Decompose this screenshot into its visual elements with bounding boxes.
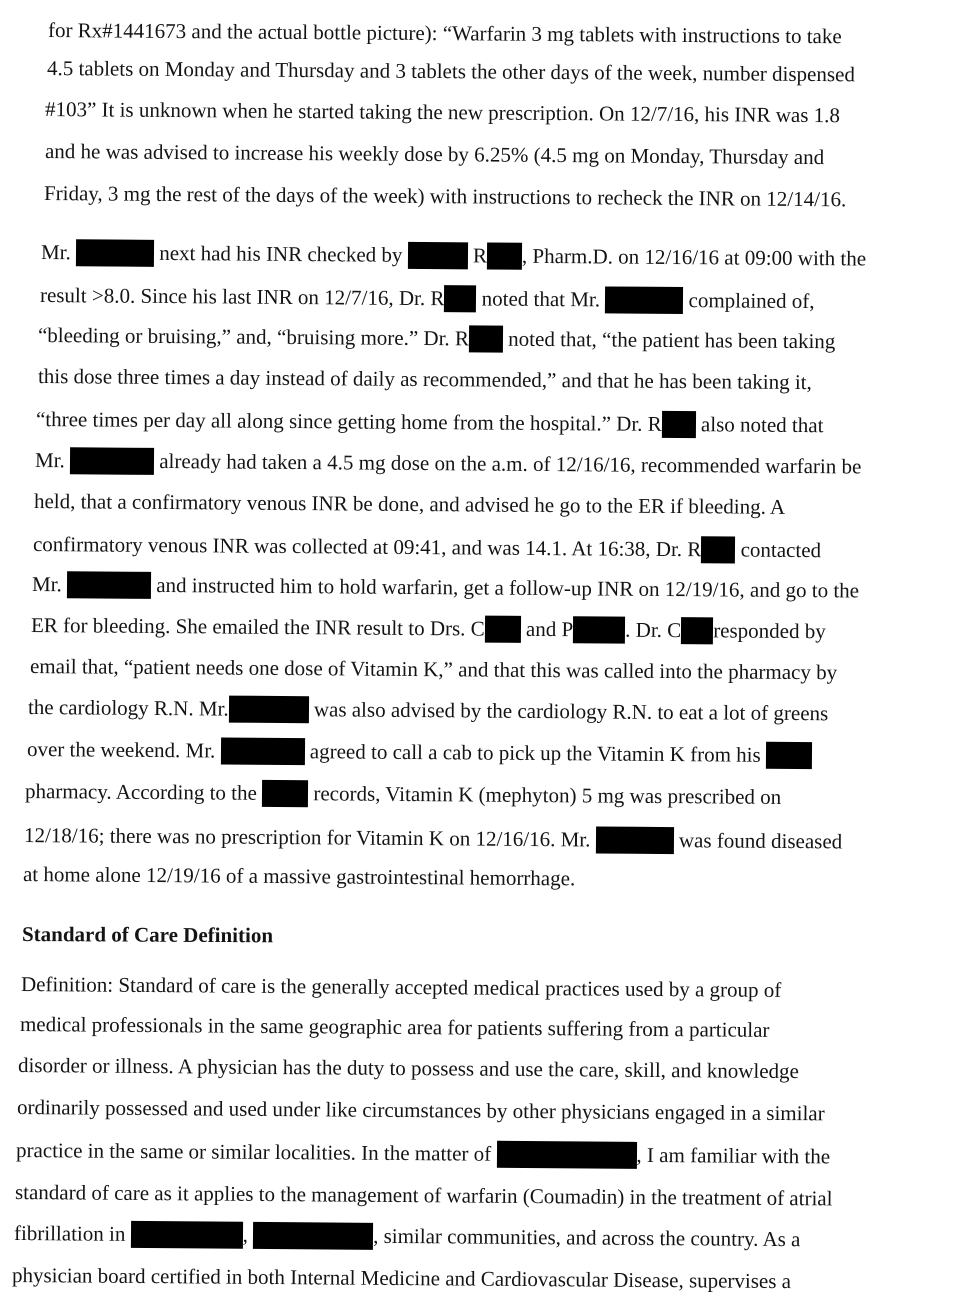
- redaction: [681, 617, 713, 644]
- text-line: [31, 612, 826, 645]
- text: the cardiology R.N. Mr.: [27, 695, 229, 721]
- text: Friday, 3 mg the rest of the days of the week) with instructions to recheck the INR on 12/14/16.: [43, 181, 847, 212]
- text: standard of care as it applies to the management of warfarin (Coumadin) in the treatment of atrial: [14, 1180, 833, 1211]
- text-line: [47, 56, 855, 86]
- text: email that, “patient needs one dose of Vitamin K,” and that this was called into the pharmacy by: [29, 654, 838, 685]
- text-line: [28, 694, 828, 727]
- text-line: [40, 282, 815, 315]
- text: Mr.: [31, 572, 62, 597]
- text: next had his INR checked by: [159, 240, 403, 267]
- text: Mr.: [34, 448, 65, 473]
- text: “three times per day all along since getting home from the hospital.” Dr. R: [35, 407, 662, 436]
- redaction: [131, 1221, 243, 1249]
- text: at home alone 12/19/16 of a massive gastrointestinal hemorrhage.: [22, 862, 576, 891]
- text: 4.5 tablets on Monday and Thursday and 3 tablets the other days of the week, number dispensed: [46, 56, 856, 87]
- redaction: [469, 325, 503, 352]
- text-line: [45, 97, 840, 127]
- redaction: [487, 243, 522, 270]
- text: medical professionals in the same geographic area for patients suffering from a particular: [19, 1012, 770, 1042]
- text: physician board certified in both Internal Medicine and Cardiovascular Disease, supervises a: [11, 1263, 792, 1294]
- redaction: [605, 286, 683, 314]
- text-line: [45, 139, 824, 169]
- text: result >8.0. Since his last INR on 12/7/16, Dr. R: [39, 283, 445, 311]
- text-line: [17, 1095, 825, 1125]
- text-line: [34, 489, 785, 519]
- redaction: [444, 285, 476, 312]
- redaction: [253, 1222, 373, 1250]
- redaction: [229, 696, 309, 724]
- section-heading: [22, 922, 273, 947]
- text: disorder or illness. A physician has the duty to possess and use the care, skill, and knowledge: [17, 1053, 800, 1084]
- text-line: [12, 1263, 791, 1293]
- redaction: [662, 411, 696, 438]
- text: practice in the same or similar localities. In the matter of: [15, 1138, 492, 1166]
- text: and instructed him to hold warfarin, get a follow-up INR on 12/19/16, and go to the: [156, 572, 860, 603]
- redaction: [70, 447, 154, 475]
- redaction: [596, 826, 674, 854]
- text-line: [41, 239, 866, 272]
- text: was found diseased: [678, 828, 843, 854]
- redaction: [262, 780, 308, 807]
- redaction: [766, 742, 812, 769]
- text: ordinarily possessed and used under like circumstances by other physicians engaged in a similar: [16, 1095, 825, 1126]
- text: responded by: [713, 618, 826, 644]
- text: noted that, “the patient has been taking: [508, 326, 836, 354]
- text: held, that a confirmatory venous INR be done, and advised he go to the ER if bleeding. A: [33, 489, 786, 519]
- text: Definition: Standard of care is the generally accepted medical practices used by a group of: [20, 972, 782, 1002]
- redaction: [701, 536, 735, 563]
- redaction: [220, 738, 304, 766]
- redaction: [573, 616, 625, 643]
- text: already had taken a 4.5 mg dose on the a.m. of 12/16/16, recommended warfarin be: [159, 448, 862, 479]
- text: was also advised by the cardiology R.N. to eat a lot of greens: [313, 697, 829, 726]
- text: this dose three times a day instead of daily as recommended,” and that he has been taking it,: [37, 364, 812, 395]
- text: , I am familiar with the: [636, 1142, 831, 1169]
- text: ER for bleeding. She emailed the INR result to Drs. C: [30, 613, 485, 641]
- text-line: [16, 1137, 830, 1170]
- text-line: [38, 364, 812, 394]
- text: complained of,: [688, 288, 815, 314]
- text-line: [21, 972, 782, 1002]
- text: over the weekend. Mr.: [26, 737, 216, 763]
- text: ,: [242, 1222, 248, 1247]
- text: confirmatory venous INR was collected at 09:41, and was 14.1. At 16:38, Dr. R: [32, 532, 702, 562]
- text-line: [18, 1053, 799, 1083]
- text: Mr.: [40, 240, 71, 265]
- heading-text: Standard of Care Definition: [21, 922, 274, 948]
- text: . Dr. C: [625, 617, 682, 643]
- text-line: [33, 531, 821, 564]
- text-line: [14, 1220, 801, 1253]
- text-line: [24, 822, 842, 855]
- text: R: [472, 243, 488, 268]
- text-line: [15, 1180, 833, 1210]
- text-line: [35, 447, 862, 480]
- text: , Pharm.D. on 12/16/16 at 09:00 with the: [521, 243, 867, 271]
- redaction: [76, 239, 154, 267]
- text: fibrillation in: [13, 1221, 126, 1246]
- text: noted that Mr.: [481, 286, 601, 312]
- text-line: [44, 181, 846, 211]
- text: “bleeding or bruising,” and, “bruising more.” Dr. R: [37, 323, 470, 351]
- text-line: [27, 736, 812, 769]
- text: contacted: [740, 537, 822, 563]
- text: records, Vitamin K (mephyton) 5 mg was prescribed on: [313, 781, 782, 809]
- text: agreed to call a cab to pick up the Vitamin K from his: [309, 739, 761, 767]
- text-line: [48, 18, 842, 48]
- text: for Rx#1441673 and the actual bottle picture): “Warfarin 3 mg tablets with instructions to take: [47, 18, 842, 49]
- redaction: [485, 616, 521, 643]
- text: , similar communities, and across the country. As a: [373, 1223, 801, 1252]
- text-line: [25, 778, 781, 811]
- text: and he was advised to increase his weekly dose by 6.25% (4.5 mg on Monday, Thursday and: [44, 139, 825, 170]
- text-line: [36, 406, 824, 439]
- text: and P: [525, 616, 574, 642]
- text-line: [23, 862, 575, 890]
- redaction: [67, 571, 151, 599]
- text: 12/18/16; there was no prescription for Vitamin K on 12/16/16. Mr.: [23, 823, 591, 852]
- text-line: [32, 571, 859, 604]
- redaction: [496, 1141, 636, 1169]
- redaction: [408, 242, 468, 269]
- text: also noted that: [700, 412, 824, 438]
- text-line: [30, 654, 837, 684]
- text: pharmacy. According to the: [24, 779, 257, 805]
- text: #103” It is unknown when he started taking the new prescription. On 12/7/16, his INR was 1.8: [44, 97, 841, 128]
- text-line: [20, 1012, 770, 1042]
- text-line: [38, 322, 836, 355]
